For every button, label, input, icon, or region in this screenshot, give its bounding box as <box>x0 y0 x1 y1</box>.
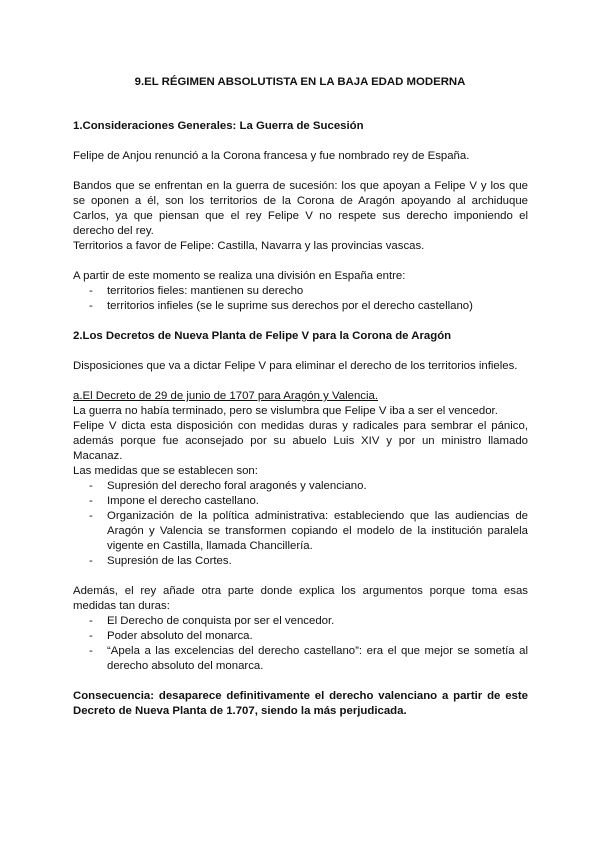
list-item: - Impone el derecho castellano. <box>73 494 528 509</box>
section2-heading: 2.Los Decretos de Nueva Planta de Felipe V para la Corona de Aragón <box>73 330 452 342</box>
section1-list <box>73 284 528 314</box>
document-title: 9.EL RÉGIMEN ABSOLUTISTA EN LA BAJA EDAD MODERNA <box>134 76 466 88</box>
section1-heading: 1.Consideraciones Generales: La Guerra de Sucesión <box>73 120 364 132</box>
section2-paragraph-2: La guerra no había terminado, pero se vislumbra que Felipe V iba a ser el vencedor. <box>73 405 498 417</box>
conclusion: Consecuencia: desaparece definitivamente el derecho valenciano a partir de este Decreto de Nueva Planta de 1.707, siendo la más perjudicada. <box>73 690 528 717</box>
section1-paragraph-3: Territorios a favor de Felipe: Castilla, Navarra y las provincias vascas. <box>73 240 425 252</box>
section2-paragraph-5: Además, el rey añade otra parte donde explica los argumentos porque toma esas medidas tan duras: <box>73 585 528 612</box>
list-item: - Supresión del derecho foral aragonés y valenciano. <box>73 479 528 494</box>
list-item: - territorios infieles (se le suprime sus derechos por el derecho castellano) <box>73 299 528 314</box>
list-item: - Poder absoluto del monarca. <box>73 629 528 644</box>
list-item: - “Apela a las excelencias del derecho castellano”: era el que mejor se sometía al derecho absoluto del monarca. <box>73 644 528 674</box>
section2-paragraph-1: Disposiciones que va a dictar Felipe V para eliminar el derecho de los territorios infieles. <box>73 360 518 372</box>
section2-paragraph-3: Felipe V dicta esta disposición con medidas duras y radicales para sembrar el pánico, además porque fue aconsejado por su abuelo Luis XIV y por un ministro llamado Macanaz. <box>73 420 528 462</box>
list-item: - territorios fieles: mantienen su derecho <box>73 284 528 299</box>
list-item: - Organización de la política administrativa: estableciendo que las audiencias de Aragón y Valencia se transformen copiando el modelo de la institución paralela vigente en Castilla, llamada Chancillería. <box>73 509 528 554</box>
section1-paragraph-4: A partir de este momento se realiza una división en España entre: <box>73 270 406 282</box>
section2-paragraph-4: Las medidas que se establecen son: <box>73 465 258 477</box>
list-item: - Supresión de las Cortes. <box>73 554 528 569</box>
arguments-list <box>73 614 528 674</box>
section1-paragraph-2: Bandos que se enfrentan en la guerra de sucesión: los que apoyan a Felipe V y los que se oponen a él, son los territorios de la Corona de Aragón apoyando al archiduque Carlos, ya que piensan que el rey Felipe V no respete sus derecho imponiendo el derecho del rey. <box>73 180 528 237</box>
measures-list <box>73 479 528 569</box>
list-item: - El Derecho de conquista por ser el vencedor. <box>73 614 528 629</box>
section1-paragraph-1: Felipe de Anjou renunció a la Corona francesa y fue nombrado rey de España. <box>73 150 470 162</box>
section2-subheading: a.El Decreto de 29 de junio de 1707 para Aragón y Valencia. <box>73 390 379 402</box>
